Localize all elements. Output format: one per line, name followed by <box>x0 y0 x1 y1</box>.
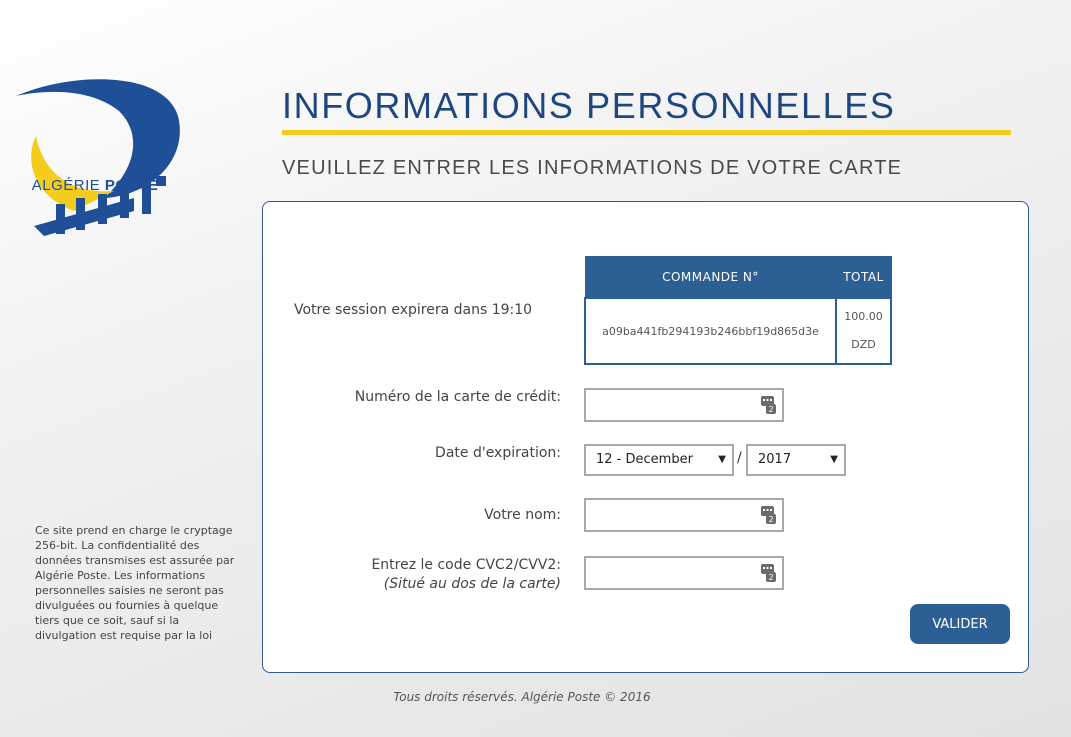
expiry-month-caret-icon: ▼ <box>718 454 726 465</box>
order-number-header: COMMANDE N° <box>585 257 836 299</box>
virtual-keyboard-icon[interactable] <box>761 564 776 582</box>
name-label: Votre nom: <box>484 507 561 523</box>
expiry-month-select[interactable] <box>584 444 734 476</box>
security-notice: Ce site prend en charge le cryptage 256-bit. La confidentialité des données transmises est assurée par Algérie Poste. Les informations personnelles saisies ne seront pas divulguées ou fournies à quelque tiers que ce soit, sauf si la divulgation est requise par la loi <box>35 524 235 642</box>
validate-button[interactable]: VALIDER <box>910 604 1010 644</box>
virtual-keyboard-icon[interactable] <box>761 506 776 524</box>
expiry-year-value: 2017 <box>758 452 792 467</box>
logo-wordmark <box>20 177 170 194</box>
total-value <box>836 298 891 364</box>
card-number-input[interactable] <box>586 390 767 420</box>
svg-text:2: 2 <box>768 573 774 582</box>
card-number-label: Numéro de la carte de crédit: <box>354 389 561 405</box>
page-title: INFORMATIONS PERSONNELLES <box>282 85 896 126</box>
svg-text:2: 2 <box>768 515 774 524</box>
total-currency: DZD <box>851 338 876 351</box>
title-underline <box>282 130 1011 135</box>
expiry-separator: / <box>737 450 742 466</box>
cvc-label <box>371 556 561 594</box>
expiry-label: Date d'expiration: <box>435 445 561 461</box>
order-table-row <box>585 298 891 364</box>
total-amount: 100.00 <box>844 310 883 323</box>
expiry-year-caret-icon: ▼ <box>830 454 838 465</box>
name-field-box <box>584 498 784 532</box>
session-timer: Votre session expirera dans 19:10 <box>294 302 533 318</box>
page-subtitle: VEUILLEZ ENTRER LES INFORMATIONS DE VOTRE CARTE <box>282 157 903 179</box>
expiry-month-value: 12 - December <box>596 452 693 467</box>
expiry-year-select[interactable] <box>746 444 846 476</box>
name-input[interactable] <box>586 500 767 530</box>
cvc-label-text: Entrez le code CVC2/CVV2: <box>371 557 561 573</box>
order-table-header-row <box>585 257 891 299</box>
cvc-hint: (Situé au dos de la carte) <box>383 576 561 592</box>
order-summary-table <box>584 256 892 365</box>
footer-copyright: Tous droits réservés. Algérie Poste © 2016 <box>393 690 651 704</box>
cvc-field-box <box>584 556 784 590</box>
svg-text:2: 2 <box>768 405 774 414</box>
cvc-input[interactable] <box>586 558 767 588</box>
logo-wordmark-light: ALGÉRIE <box>31 177 101 194</box>
card-number-field-box <box>584 388 784 422</box>
total-header: TOTAL <box>836 257 891 299</box>
virtual-keyboard-icon[interactable] <box>761 396 776 414</box>
order-number-value: a09ba441fb294193b246bbf19d865d3e <box>585 298 836 364</box>
logo-wordmark-bold: POSTE <box>104 177 159 194</box>
algerie-poste-logo <box>14 76 184 276</box>
